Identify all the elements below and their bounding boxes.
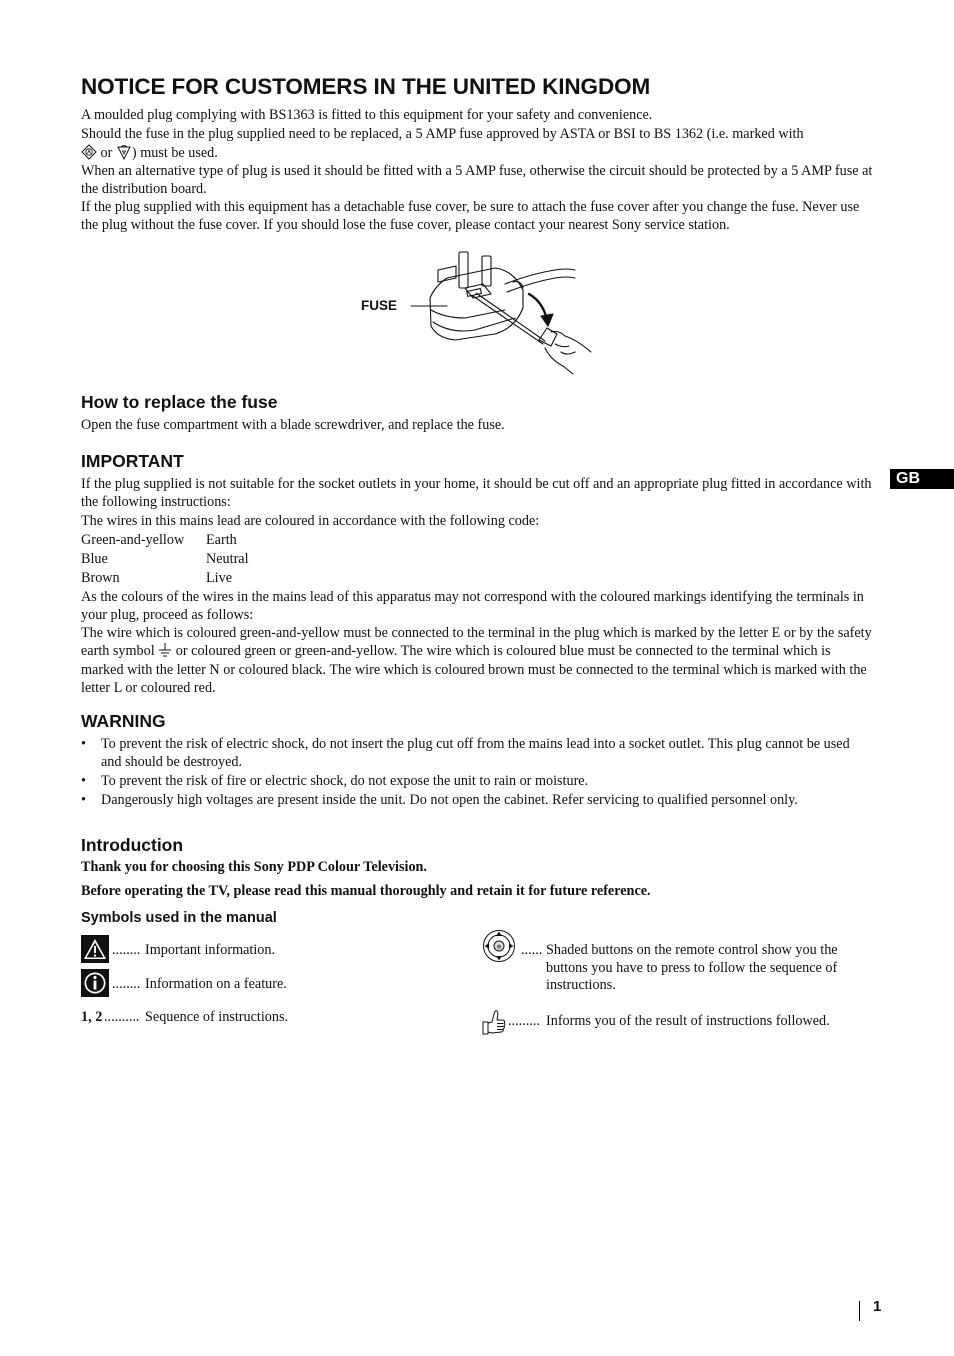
- important-paragraph-1: If the plug supplied is not suitable for the socket outlets in your home, it should be cut off and an appropriate plug fitted in accordance with the following instructions:: [81, 476, 872, 510]
- wire-code-row: [81, 551, 381, 570]
- symbol-dots: .........: [508, 1013, 540, 1029]
- page-number: 1: [873, 1298, 882, 1315]
- plug-drawing: [355, 248, 600, 378]
- language-tab-gb: GB: [890, 469, 954, 489]
- thumbs-up-icon: [482, 1008, 506, 1042]
- wire-colour: Blue: [81, 551, 108, 567]
- symbol-dots: ........: [112, 976, 141, 992]
- notice-paragraph-3: When an alternative type of plug is used it should be fitted with a 5 AMP fuse, otherwise the circuit should be protected by a 5 AMP fuse at the distribution board.: [81, 163, 873, 197]
- svg-text:⊕: ⊕: [496, 944, 502, 951]
- warning-item: [81, 773, 873, 792]
- fuse-label: FUSE: [361, 298, 398, 313]
- warning-item-text: To prevent the risk of fire or electric shock, do not expose the unit to rain or moisture.: [101, 773, 589, 789]
- notice-paragraph-2: [81, 126, 873, 165]
- symbols-heading: Symbols used in the manual: [81, 910, 277, 926]
- notice-paragraph-4: If the plug supplied with this equipment has a detachable fuse cover, be sure to attach the fuse cover after you change the fuse. Never use the plug without the fuse cover. If you should lose the fuse cover, please contact your nearest Sony service station.: [81, 199, 860, 233]
- wire-code-row: [81, 570, 381, 589]
- replace-text: Open the fuse compartment with a blade screwdriver, and replace the fuse.: [81, 417, 505, 433]
- warning-item: [81, 736, 873, 774]
- notice-paragraph-2-text: Should the fuse in the plug supplied need to be replaced, a 5 AMP fuse approved by ASTA or BSI to BS 1362 (i.e. marked with: [81, 126, 804, 142]
- symbol-row: [81, 1009, 451, 1029]
- warning-item: [81, 792, 873, 811]
- symbol-row: [482, 1008, 882, 1038]
- wire-role: Live: [206, 570, 232, 586]
- wire-code-row: [81, 532, 381, 551]
- warning-triangle-icon: [81, 935, 109, 969]
- important-paragraph-4-start: The wire which is coloured green-and-yellow must be connected to the terminal in the plug which is marked by the letter E or by the safety earth symbol: [81, 625, 872, 659]
- bullet: •: [81, 792, 86, 808]
- page-title: NOTICE FOR CUSTOMERS IN THE UNITED KINGDOM: [81, 74, 651, 99]
- important-paragraph-4-end: or coloured green or green-and-yellow. The wire which is coloured blue must be connected to the terminal which is marked with the letter N or coloured black. The wire which is coloured brown must be connected to the terminal which is marked with the letter L or coloured red.: [81, 642, 867, 696]
- wire-role: Neutral: [206, 551, 249, 567]
- wire-role: Earth: [206, 532, 237, 548]
- sequence-label: 1, 2: [81, 1009, 103, 1025]
- info-icon: [81, 969, 109, 1003]
- page-number-divider: [859, 1301, 860, 1321]
- remote-button-icon: [482, 929, 516, 969]
- bullet: •: [81, 773, 86, 789]
- bsi-kitemark-icon: [116, 144, 132, 166]
- symbol-row: [81, 935, 451, 963]
- important-paragraph-3: As the colours of the wires in the mains lead of this apparatus may not correspond with the coloured markings identifying the terminals in your plug, proceed as follows:: [81, 589, 864, 623]
- important-paragraph-4: [81, 625, 873, 697]
- symbol-text: Important information.: [145, 942, 276, 958]
- wire-colour: Green-and-yellow: [81, 532, 185, 548]
- symbol-row: [81, 969, 451, 997]
- symbol-dots: ......: [521, 942, 543, 958]
- warning-item-text: Dangerously high voltages are present inside the unit. Do not open the cabinet. Refer servicing to qualified personnel only.: [101, 792, 798, 808]
- symbol-dots: ........: [112, 942, 141, 958]
- intro-bold-1: Thank you for choosing this Sony PDP Colour Television.: [81, 859, 427, 875]
- important-heading: IMPORTANT: [81, 451, 184, 471]
- warning-heading: WARNING: [81, 711, 166, 731]
- wire-colour: Brown: [81, 570, 120, 586]
- symbol-dots: ..........: [104, 1009, 140, 1025]
- symbol-text: Sequence of instructions.: [145, 1009, 289, 1025]
- warning-item-text: To prevent the risk of electric shock, do not insert the plug cut off from the mains lead into a socket outlet. This plug cannot be used and should be destroyed.: [101, 736, 850, 770]
- plug-fuse-illustration: [355, 248, 600, 378]
- intro-heading: Introduction: [81, 835, 184, 855]
- important-paragraph-2: The wires in this mains lead are coloured in accordance with the following code:: [81, 513, 540, 529]
- symbol-text: Informs you of the result of instructions followed.: [546, 1013, 830, 1029]
- symbol-text: Information on a feature.: [145, 976, 287, 992]
- notice-or: or: [100, 144, 113, 161]
- symbol-row: [482, 929, 882, 999]
- asta-mark-icon: [81, 144, 97, 166]
- notice-paragraph-1: A moulded plug complying with BS1363 is fitted to this equipment for your safety and convenience.: [81, 107, 653, 123]
- intro-bold-2: Before operating the TV, please read this manual thoroughly and retain it for future reference.: [81, 883, 651, 899]
- notice-paragraph-2-end: ) must be used.: [131, 144, 218, 161]
- replace-heading: How to replace the fuse: [81, 392, 278, 412]
- bullet: •: [81, 736, 86, 752]
- symbol-text: Shaded buttons on the remote control show you the buttons you have to press to follow the sequence of instructions.: [546, 942, 838, 993]
- earth-symbol-icon: [158, 643, 172, 663]
